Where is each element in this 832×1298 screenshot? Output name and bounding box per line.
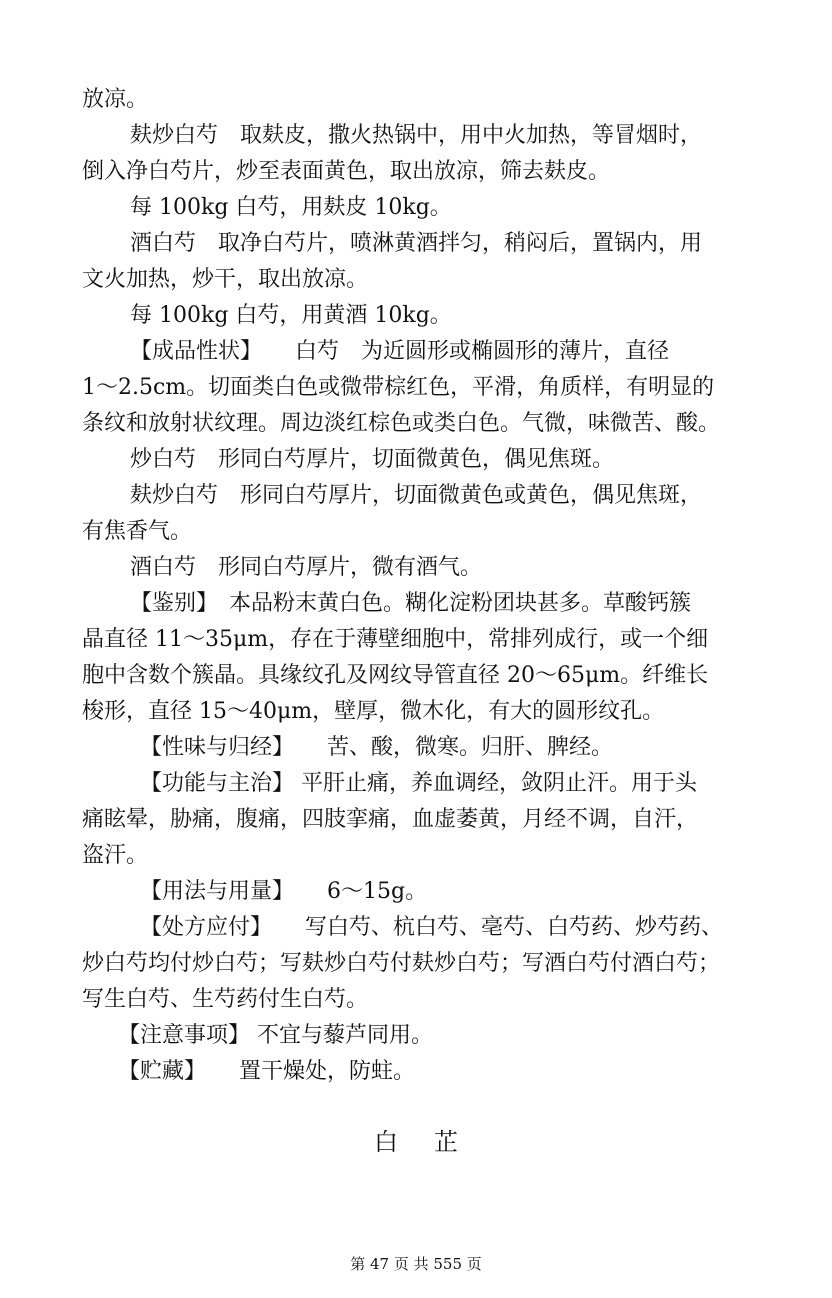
text-line: 1～2.5cm。切面类白色或微带棕红色，平滑，角质样，有明显的 [82,375,715,400]
text-line: 条纹和放射状纹理。周边淡红棕色或类白色。气微，味微苦、酸。 [82,411,721,436]
section-title-char: 白 [374,1128,398,1156]
text-line: 放凉。 [82,87,149,112]
text-line: 痛眩晕，胁痛，腹痛，四肢挛痛，血虚萎黄，月经不调，自汗， [82,807,699,832]
text-line: 【成品性状】 白芍 为近圆形或椭圆形的薄片，直径 [130,339,670,364]
text-line: 文火加热，炒干，取出放凉。 [82,267,369,292]
text-line: 麸炒白芍 取麸皮，撒火热锅中，用中火加热，等冒烟时， [130,123,703,148]
text-line: 【用法与用量】 6～15g。 [140,879,428,904]
text-line: 【贮藏】 置干燥处，防蛀。 [118,1059,416,1084]
text-line: 倒入净白芍片，炒至表面黄色，取出放凉，筛去麸皮。 [82,159,611,184]
text-line: 【性味与归经】 苦、酸，微寒。归肝、脾经。 [140,735,614,760]
text-line: 每 100kg 白芍，用黄酒 10kg。 [130,303,452,328]
text-line: 炒白芍均付炒白芍；写麸炒白芍付麸炒白芍；写酒白芍付酒白芍； [82,951,721,976]
page-footer: 第 47 页 共 555 页 [350,1255,482,1273]
text-line: 【处方应付】 写白芍、杭白芍、亳芍、白芍药、炒芍药、 [140,915,724,940]
text-line: 胞中含数个簇晶。具缘纹孔及网纹导管直径 20～65μm。纤维长 [82,663,709,688]
text-line: 【功能与主治】 平肝止痛，养血调经，敛阴止汗。用于头 [140,771,697,796]
text-line: 【鉴别】 本品粉末黄白色。糊化淀粉团块甚多。草酸钙簇 [130,591,692,616]
text-line: 每 100kg 白芍，用麸皮 10kg。 [130,195,452,220]
text-line: 炒白芍 形同白芍厚片，切面微黄色，偶见焦斑。 [130,447,615,472]
text-line: 【注意事项】 不宜与藜芦同用。 [118,1023,433,1048]
section-title [0,1122,832,1162]
text-line: 酒白芍 取净白芍片，喷淋黄酒拌匀，稍闷后，置锅内，用 [130,231,703,256]
text-line: 盗汗。 [82,843,149,868]
text-line: 晶直径 11～35μm，存在于薄壁细胞中，常排列成行，或一个细 [82,627,709,652]
text-line: 麸炒白芍 形同白芍厚片，切面微黄色或黄色，偶见焦斑， [130,483,703,508]
text-line: 有焦香气。 [82,519,193,544]
text-line: 酒白芍 形同白芍厚片，微有酒气。 [130,555,483,580]
section-title-char: 芷 [434,1128,458,1156]
text-line: 写生白芍、生芍药付生白芍。 [82,987,369,1012]
text-line: 梭形，直径 15～40μm，壁厚，微木化，有大的圆形纹孔。 [82,699,665,724]
